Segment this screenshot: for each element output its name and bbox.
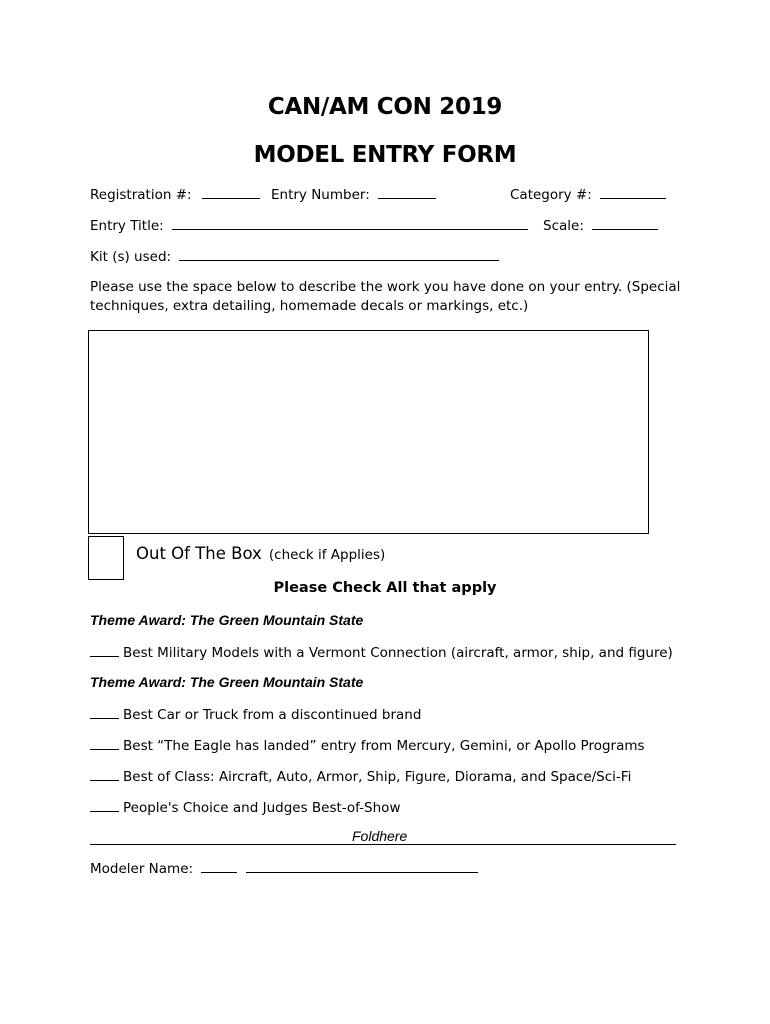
out-of-box-row	[136, 544, 385, 563]
category-field	[510, 186, 666, 203]
instructions-line-1: Please use the space below to describe the work you have done on your entry. (Special	[90, 279, 681, 295]
scale-blank[interactable]	[592, 217, 658, 230]
award-label-peoples: People's Choice and Judges Best-of-Show	[123, 800, 401, 816]
out-of-box-note: (check if Applies)	[268, 547, 386, 563]
registration-blank[interactable]	[202, 186, 260, 199]
instructions-line-2: techniques, extra detailing, homemade decals or markings, etc.)	[90, 298, 529, 314]
entry-title-label: Entry Title:	[90, 218, 164, 234]
out-of-box-label: Out Of The Box	[136, 544, 262, 563]
kit-blank[interactable]	[179, 248, 499, 261]
modeler-name-label: Modeler Name:	[90, 861, 194, 877]
description-box[interactable]	[88, 330, 649, 534]
form-title: CAN/AM CON 2019	[267, 94, 503, 120]
award-blank-military[interactable]	[90, 644, 119, 657]
entry-title-field	[90, 217, 528, 234]
entry-number-blank[interactable]	[378, 186, 436, 199]
entry-number-label: Entry Number:	[271, 187, 370, 203]
category-blank[interactable]	[600, 186, 666, 199]
fold-label: Foldhere	[352, 828, 408, 844]
modeler-name-field	[90, 860, 478, 877]
award-label-class: Best of Class: Aircraft, Auto, Armor, Ship, Figure, Diorama, and Space/Sci-Fi	[123, 769, 632, 785]
theme-award-heading-2: Theme Award: The Green Mountain State	[90, 674, 364, 690]
scale-label: Scale:	[543, 218, 584, 234]
form-subtitle: MODEL ENTRY FORM	[253, 142, 517, 168]
award-blank-peoples[interactable]	[90, 799, 119, 812]
check-all-heading: Please Check All that apply	[273, 580, 497, 596]
award-item-military	[90, 644, 673, 661]
kit-field	[90, 248, 499, 265]
award-item-peoples	[90, 799, 400, 816]
theme-award-heading-1: Theme Award: The Green Mountain State	[90, 612, 364, 628]
fold-line	[90, 844, 676, 845]
award-item-car	[90, 706, 421, 723]
award-blank-eagle[interactable]	[90, 737, 119, 750]
scale-field	[543, 217, 658, 234]
modeler-name-blank-short[interactable]	[201, 860, 237, 873]
entry-number-field	[271, 186, 436, 203]
registration-label: Registration #:	[90, 187, 192, 203]
category-label: Category #:	[510, 187, 592, 203]
award-item-eagle	[90, 737, 645, 754]
award-item-class	[90, 768, 631, 785]
modeler-name-blank-long[interactable]	[246, 860, 478, 873]
out-of-box-checkbox[interactable]	[88, 536, 124, 580]
award-label-military: Best Military Models with a Vermont Connection (aircraft, armor, ship, and figure)	[123, 645, 673, 661]
kit-label: Kit (s) used:	[90, 249, 172, 265]
award-blank-class[interactable]	[90, 768, 119, 781]
award-blank-car[interactable]	[90, 706, 119, 719]
registration-field	[90, 186, 260, 203]
entry-title-blank[interactable]	[172, 217, 528, 230]
award-label-car: Best Car or Truck from a discontinued brand	[123, 707, 422, 723]
award-label-eagle: Best “The Eagle has landed” entry from Mercury, Gemini, or Apollo Programs	[123, 738, 645, 754]
